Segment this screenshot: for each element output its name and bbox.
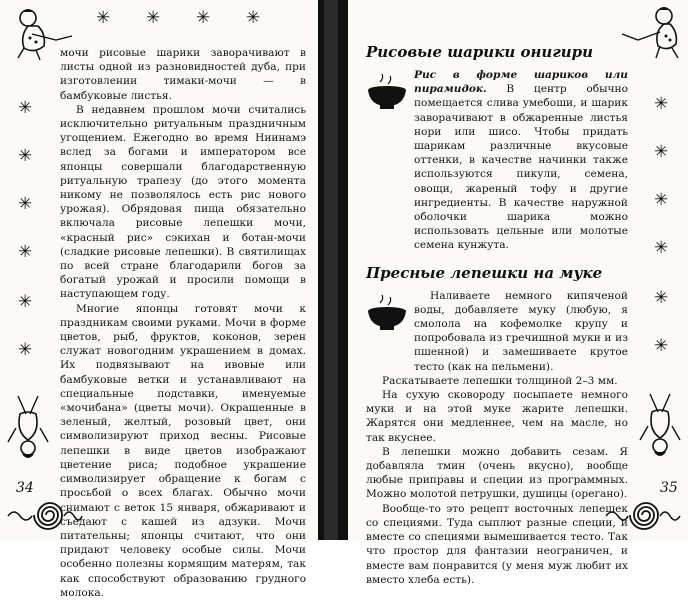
star-icon: ✳	[18, 146, 33, 166]
star-icon: ✳	[654, 94, 669, 114]
rice-bowl-icon	[366, 70, 408, 110]
star-icon: ✳	[654, 142, 669, 162]
right-page-text	[366, 40, 628, 587]
page-number-right: 35	[660, 480, 678, 496]
star-icon: ✳	[18, 292, 33, 312]
recipe-block	[366, 68, 628, 253]
recipe-lead: Рис в форме шариков или пирамидок.	[414, 69, 628, 96]
book-gutter	[318, 0, 352, 540]
star-icon: ✳	[18, 194, 33, 214]
acrobat-figure-icon	[4, 392, 54, 472]
star-icon: ✳	[18, 340, 33, 360]
paragraph: В лепешки можно добавить сезам. Я добавляла тмин (очень вкусно), вообще любые приправы и специи из программных. Можно молотой петрушки, душицы (орегано).	[366, 445, 628, 501]
paragraph: Многие японцы готовят мочи к праздникам своими руками. Мочи в форме цветов, рыб, фруктов, коконов, зерен служат новогодним украшением в домах. Их подвязывают на ивовые или бамбуковые ветки и устанавливают на специальные подставки, именуемые «мочибана» (цветы мочи). Окрашенные в зеленый, желтый, розовый цвет, они символизируют приход весны. Рисовые лепешки в виде цветов изображают цветение риса; подобное украшение символизирует обращение к богам с просьбой о всех благах. Обычно мочи снимают с веток 15 января, обжаривают и съедают с кашей из адзуки. Мочи питательны; японцы считают, что они придают человеку особые силы. Мочи особенно полезны кормящим матерям, так как способствуют образованию грудного молока.	[60, 302, 306, 599]
star-icon: ✳	[196, 8, 211, 28]
recipe-block	[366, 289, 628, 374]
star-icon: ✳	[246, 8, 261, 28]
paragraph: мочи рисовые шарики заворачивают в листы одной из разновидностей дуба, при изготовлении тимаки-мочи — в бамбуковые листья.	[60, 47, 306, 102]
section-title: Рисовые шарики онигири	[366, 43, 594, 61]
acrobat-figure-icon	[636, 390, 686, 470]
star-icon: ✳	[654, 336, 669, 356]
star-icon: ✳	[18, 98, 33, 118]
right-page	[348, 0, 688, 586]
star-icon: ✳	[654, 288, 669, 308]
paragraph: На сухую сковороду посыпаете немного муки и на этой муке жарите лепешки. Жарятся они медленнее, чем на масле, но так вкуснее.	[366, 389, 628, 444]
left-page-text	[60, 46, 306, 600]
rice-bowl-icon	[366, 291, 408, 331]
paragraph: Раскатываете лепешки толщиной 2–3 мм.	[382, 374, 618, 387]
section-title: Пресные лепешки на муке	[366, 263, 603, 282]
paragraph	[414, 68, 628, 253]
star-icon: ✳	[96, 8, 111, 28]
page-number-left: 34	[16, 480, 34, 496]
recipe-lead-rest: В центр обычно помещается слива умебоши, и шарик заворачивают в обжаренные листья нори или шисо. Чтобы придать шарикам различные вкусовые оттенки, в качестве начинки также используются пикули, семена, овощи, жареный тофу и другие ингредиенты. В качестве наружной оболочки шарика можно использовать цельные или молотые семена кунжута.	[414, 83, 628, 252]
star-icon: ✳	[146, 8, 161, 28]
paragraph: В недавнем прошлом мочи считались исключительно ритуальным праздничным угощением. Ежегодно во время Ниинамэ вслед за богами и императором все японцы совершали благодарственную ритуальную трапезу (до этого момента никому не позволялось есть рис нового урожая). Обрядовая пища обязательно включала рисовые лепешки мочи, «красный рис» сэкихан и ботан-мочи (сладкие рисовые лепешки). В святилищах по всей стране благодарили богов за богатый урожай и просили помощи в наступающем году.	[60, 103, 306, 301]
star-icon: ✳	[18, 242, 33, 262]
left-page	[0, 0, 330, 599]
paragraph: Наливаете немного кипяченой воды, добавляете муку (любую, я смолола на кофемолке крупу и попробовала из гречишной муки и из пшенной) и замешиваете крутое тесто (как на пельмени).	[414, 289, 628, 373]
dancing-figure-icon	[620, 2, 686, 62]
paragraph: Вообще-то это рецепт восточных лепешек со специями. Туда сыплют разные специи, и вместе со специями вымешивается тесто. Так что простор для фантазии неограничен, и вместе вам понравится (у меня муж любит их вместо хлеба есть).	[366, 502, 628, 586]
star-icon: ✳	[654, 190, 669, 210]
star-icon: ✳	[654, 238, 669, 258]
